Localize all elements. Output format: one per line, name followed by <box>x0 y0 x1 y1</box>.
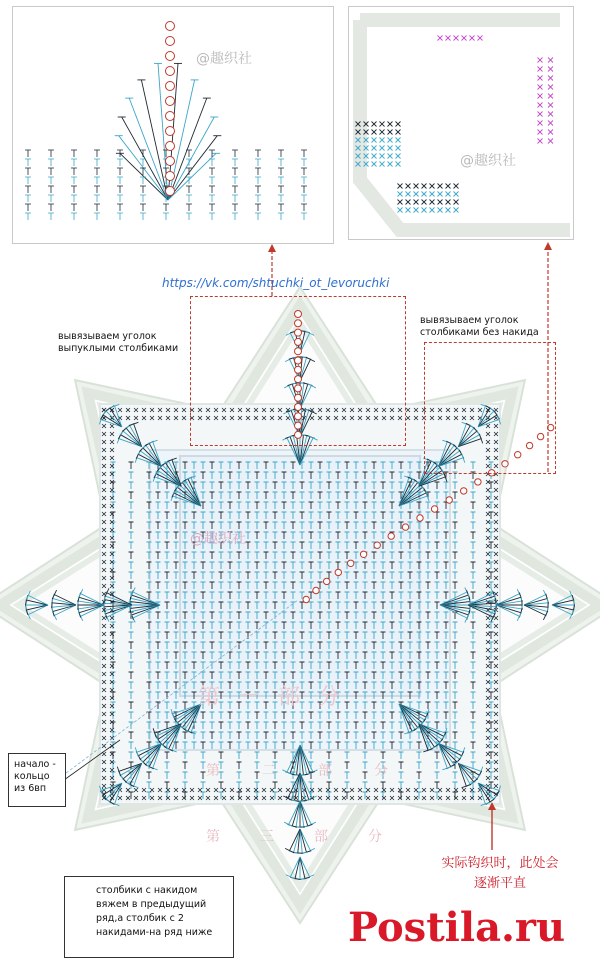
watermark-center: @趣织社 <box>190 531 246 547</box>
watermark-top-right: @趣织社 <box>460 153 516 169</box>
start-note <box>14 759 56 795</box>
panel-row-marker <box>166 112 175 121</box>
panel-row-marker <box>166 157 175 166</box>
legend-line4: накидами-на ряд ниже <box>96 927 213 938</box>
right-corner-label <box>420 315 539 339</box>
legend-line3: ряд,а столбик с 2 <box>96 913 184 924</box>
right-corner-label-line1: вывязываем уголок <box>420 315 519 326</box>
flattening-note <box>414 854 586 894</box>
right-corner-label-line2: столбиками без накида <box>420 327 539 338</box>
legend-line2: вяжем в предыдущий <box>96 899 207 910</box>
panel-row-marker <box>166 187 175 196</box>
legend-line1: столбики с накидом <box>96 885 198 896</box>
left-corner-label-line2: выпуклыми столбиками <box>58 343 179 354</box>
panel-row-marker <box>166 52 175 61</box>
start-note-line2: кольцо <box>14 771 50 782</box>
panel-row-marker <box>166 82 175 91</box>
left-corner-label <box>58 331 178 355</box>
callout-box-right <box>424 342 556 474</box>
callout-box-top-center <box>190 296 406 446</box>
left-corner-label-line1: вывязываем уголок <box>58 331 157 342</box>
start-note-line1: начало - <box>14 759 56 770</box>
top-right-panel-stitches <box>356 20 571 230</box>
panel-row-marker <box>166 172 175 181</box>
source-url-link[interactable]: https://vk.com/shtuchki_ot_levoruchki <box>162 276 390 290</box>
part-three-label: 第三部分 <box>206 829 422 845</box>
flattening-note-line2: 逐渐平直 <box>473 876 526 891</box>
start-note-line3: из 6вп <box>14 783 47 794</box>
legend-text <box>96 884 212 940</box>
part-two-label: 第二部分 <box>206 763 430 779</box>
panel-row-marker <box>166 97 175 106</box>
watermark-top-left: @趣织社 <box>196 51 252 67</box>
panel-row-marker <box>166 37 175 46</box>
flattening-note-line1: 实际钩织时，此处会 <box>441 856 559 871</box>
part-one-label: 第一部分 <box>198 685 359 710</box>
panel-row-marker <box>166 127 175 136</box>
panel-row-marker <box>166 22 175 31</box>
panel-row-marker <box>166 142 175 151</box>
postila-logo: Postila.ru <box>348 904 566 951</box>
panel-row-marker <box>166 67 175 76</box>
